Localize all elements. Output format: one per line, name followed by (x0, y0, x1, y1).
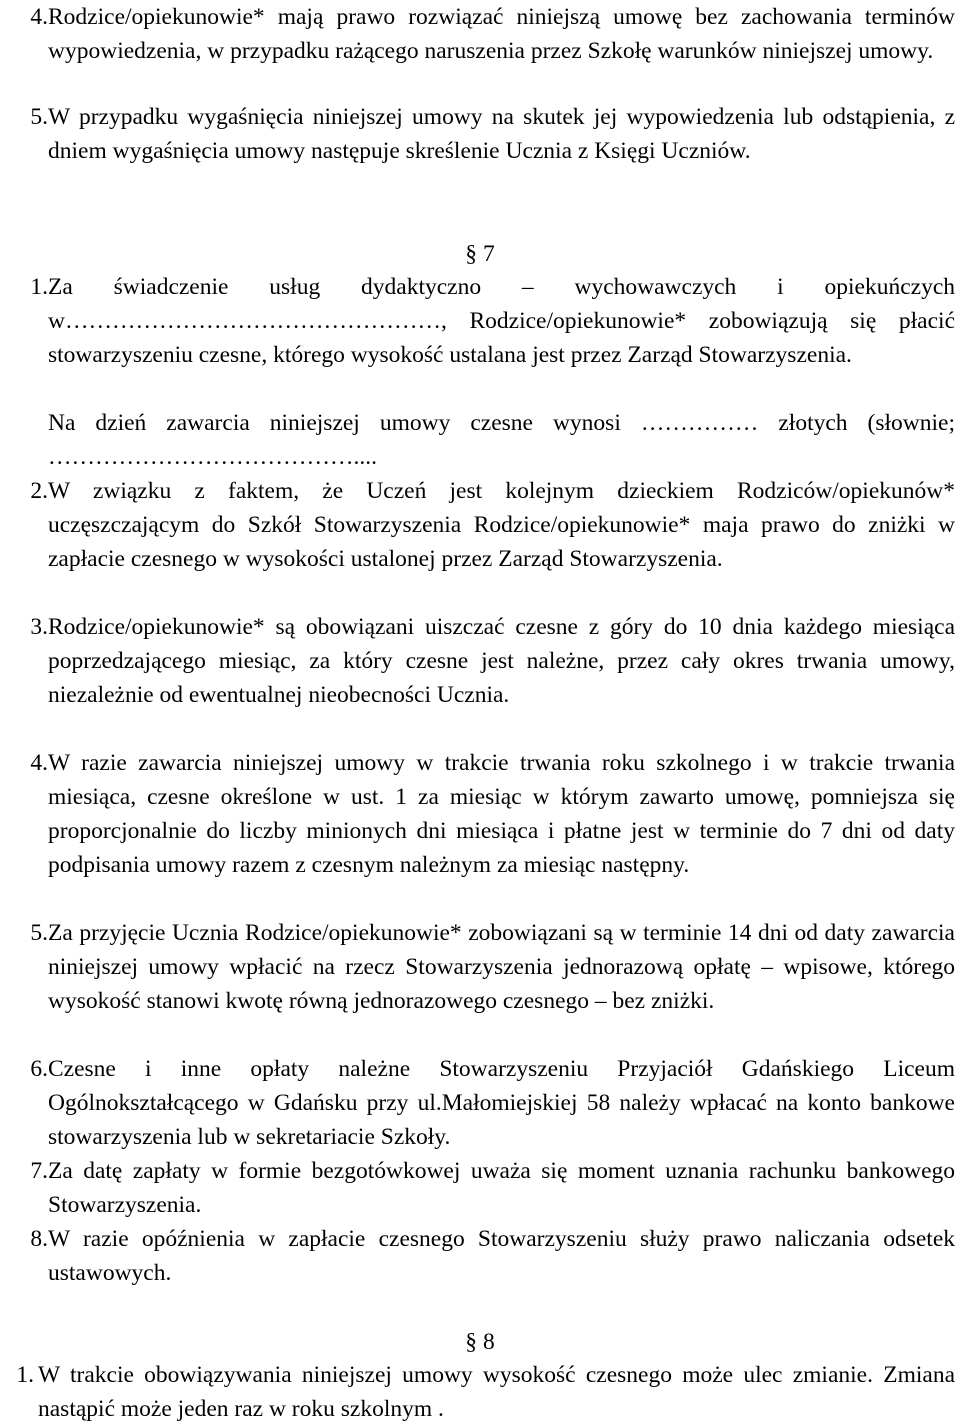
item-number: 6. (30, 1056, 48, 1082)
item-number: 1. (30, 274, 48, 300)
item-number: 1. (16, 1362, 34, 1388)
item-text: Czesne i inne opłaty należne Stowarzyszeniu Przyjaciół Gdańskiego Liceum Ogólnokształcącego w Gdańsku przy ul.Małomiejskiej 58 należy wpłacać na konto bankowe stowarzyszenia lub w sekretariacie Szkoły. (48, 1056, 955, 1150)
item-number: 5. (30, 920, 48, 946)
item-number: 4. (30, 4, 48, 30)
section-heading (0, 237, 960, 271)
item-text: W przypadku wygaśnięcia niniejszej umowy na skutek jej wypowiedzenia lub odstąpienia, z dniem wygaśnięcia umowy następuje skreślenie Ucznia z Księgi Uczniów. (48, 104, 955, 164)
item-text: Rodzice/opiekunowie* są obowiązani uiszczać czesne z góry do 10 dnia każdego miesiąca poprzedzającego miesiąc, za który czesne jest należne, przez cały okres trwania umowy, niezależnie od ewentualnej nieobecności Ucznia. (48, 614, 955, 708)
section-number: 8 (483, 1329, 495, 1355)
item-number: 4. (30, 750, 48, 776)
section-heading (0, 1325, 960, 1359)
item-text: Za świadczenie usług dydaktyczno – wychowawczych i opiekuńczych w…………………………………………, Rodzice/opiekunowie* zobowiązują się płacić stowarzyszeniu czesne, którego wysokość ustalana jest przez Zarząd Stowarzyszenia. (48, 274, 955, 368)
item-text: Za przyjęcie Ucznia Rodzice/opiekunowie* zobowiązani są w terminie 14 dni od daty zawarcia niniejszej umowy wpłacić na rzecz Stowarzyszenia jednorazową opłatę – wpisowe, którego wysokość stanowi kwotę równą jednorazowego czesnego – bez zniżki. (48, 920, 955, 1014)
section-number: 7 (483, 241, 495, 267)
item-number: 7. (30, 1158, 48, 1184)
item-text-fee: Na dzień zawarcia niniejszej umowy czesne wynosi …………… złotych (słownie; ………………………………….... (48, 410, 955, 470)
item-text: W razie opóźnienia w zapłacie czesnego Stowarzyszeniu służy prawo naliczania odsetek ustawowych. (48, 1226, 955, 1286)
item-text: Za datę zapłaty w formie bezgotówkowej uważa się moment uznania rachunku bankowego Stowarzyszenia. (48, 1158, 955, 1218)
item-number: 8. (30, 1226, 48, 1252)
item-text: Rodzice/opiekunowie* mają prawo rozwiązać niniejszą umowę bez zachowania terminów wypowiedzenia, w przypadku rażącego naruszenia przez Szkołę warunków niniejszej umowy. (48, 4, 955, 64)
item-text: W trakcie obowiązywania niniejszej umowy wysokość czesnego może ulec zmianie. Zmiana nastąpić może jeden raz w roku szkolnym . (38, 1362, 955, 1422)
item-text: W związku z faktem, że Uczeń jest kolejnym dzieckiem Rodziców/opiekunów* uczęszczającym do Szkół Stowarzyszenia Rodzice/opiekunowie* maja prawo do zniżki w zapłacie czesnego w wysokości ustalonej przez Zarząd Stowarzyszenia. (48, 478, 955, 572)
item-number: 2. (30, 478, 48, 504)
section-sign: § (465, 1329, 477, 1355)
section-sign: § (465, 241, 477, 267)
item-text: W razie zawarcia niniejszej umowy w trakcie trwania roku szkolnego i w trakcie trwania miesiąca, czesne określone w ust. 1 za miesiąc w którym zawarto umowę, pomniejsza się proporcjonalnie do liczby minionych dni miesiąca i płatne jest w terminie do 7 dni od daty podpisania umowy razem z czesnym należnym za miesiąc następny. (48, 750, 955, 878)
item-number: 3. (30, 614, 48, 640)
item-number: 5. (30, 104, 48, 130)
